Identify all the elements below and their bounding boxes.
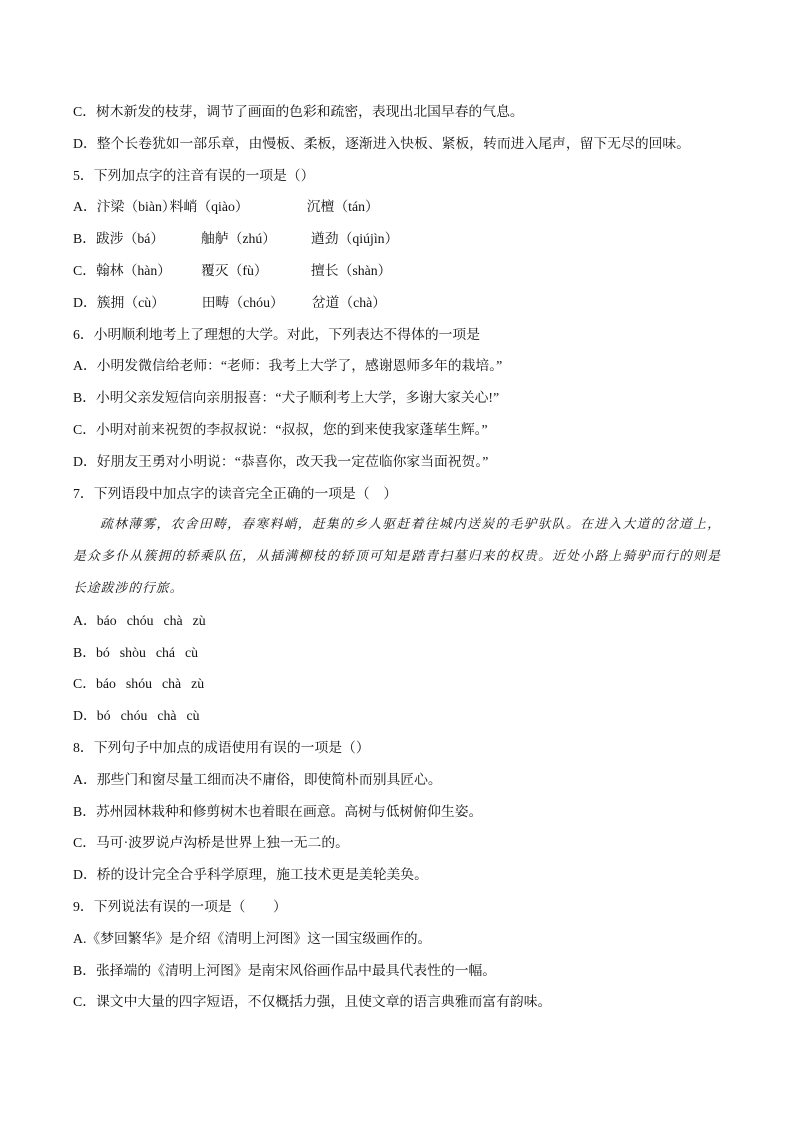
pinyin-reading: chóu (126, 612, 154, 628)
pinyin-reading: báo (96, 612, 117, 628)
q9-option-a: A.《梦回繁华》是介绍《清明上河图》这一国宝级画作的。 (73, 930, 432, 946)
q6-option-d: D．好朋友王勇对小明说：“恭喜你，改天我一定莅临你家当面祝贺。” (73, 453, 489, 469)
option-label: D． (73, 708, 97, 724)
q5-stem: 5．下列加点字的注音有误的一项是（） (73, 167, 315, 183)
q5-option-d (73, 287, 721, 319)
pinyin-reading: shòu (119, 644, 146, 660)
pinyin-reading: chà (163, 612, 183, 628)
q9-option-b: B．张择端的《清明上河图》是南宋风俗画作品中最具代表性的一幅。 (73, 962, 497, 978)
pinyin-reading: cù (186, 708, 200, 724)
option-label: A． (73, 612, 97, 628)
option-label: C． (73, 676, 96, 692)
exam-content (73, 96, 721, 1018)
passage-line: 是众多仆从簇拥的轿乘队伍，从插满柳枝的轿顶可知是踏青扫墓归来的权贵。近处小路上骑驴而行的则是 (73, 549, 721, 564)
option-word: 沉檀（tán） (306, 199, 379, 215)
q8-option-a: A．那些门和窗尽量工细而决不庸俗，即使简朴而别具匠心。 (73, 771, 442, 787)
option-word: 舳舻（zhú） (201, 231, 277, 247)
q7-option-c (73, 668, 721, 700)
option-label: B． (73, 231, 96, 247)
q8-option-d: D．桥的设计完全合乎科学原理，施工技术更是美轮美奂。 (73, 867, 428, 883)
option-word: 料峭（qiào） (169, 199, 249, 215)
q8-option-c: C．马可·波罗说卢沟桥是世界上独一无二的。 (73, 835, 349, 851)
q5-option-c (73, 255, 721, 287)
pinyin-reading: chà (162, 676, 182, 692)
q8-stem: 8．下列句子中加点的成语使用有误的一项是（） (73, 739, 370, 755)
pinyin-reading: chà (157, 708, 177, 724)
passage-line: 疏林薄雾，农舍田畴，春寒料峭，赶集的乡人驱赶着往城内送炭的毛驴驮队。在进入大道的岔道上， (100, 517, 721, 532)
q7-option-b (73, 637, 721, 669)
q7-stem: 7．下列语段中加点字的读音完全正确的一项是（ ） (73, 485, 398, 501)
q9-option-c: C．课文中大量的四字短语，不仅概括力强，且使文章的语言典雅而富有韵味。 (73, 994, 552, 1010)
pinyin-reading: bó (96, 708, 111, 724)
passage-line: 长途跋涉的行旅。 (73, 580, 184, 595)
pinyin-reading: báo (96, 676, 116, 692)
q6-option-a: A．小明发微信给老师：“老师：我考上大学了，感谢恩师多年的栽培。” (73, 358, 503, 374)
option-word: 簇拥（cù） (96, 294, 165, 310)
option-label: D． (73, 294, 97, 310)
q7-option-d (73, 700, 721, 732)
pinyin-reading: shóu (125, 676, 152, 692)
option-label: B． (73, 644, 96, 660)
q6-stem: 6．小明顺利地考上了理想的大学。对此，下列表达不得体的一项是 (73, 326, 481, 342)
q6-option-b: B．小明父亲发短信向亲朋报喜：“犬子顺利考上大学，多谢大家关心!” (73, 390, 500, 406)
q9-stem: 9．下列说法有误的一项是（ ） (73, 898, 287, 914)
pinyin-reading: chá (155, 644, 176, 660)
q8-option-b: B．苏州园林栽种和修剪树木也着眼在画意。高树与低树俯仰生姿。 (73, 803, 483, 819)
q4-option-d: D．整个长卷犹如一部乐章，由慢板、柔板，逐渐进入快板、紧板，转而进入尾声，留下无尽的回味。 (73, 135, 691, 151)
option-word: 岔道（chà） (311, 294, 387, 310)
q6-option-c: C．小明对前来祝贺的李叔叔说：“叔叔，您的到来使我家蓬荜生辉。” (73, 421, 488, 437)
option-word: 翰林（hàn） (96, 262, 172, 278)
option-word: 遒劲（qiújìn） (311, 231, 399, 247)
option-word: 跋涉（bá） (96, 231, 165, 247)
pinyin-reading: zù (192, 612, 206, 628)
q4-option-c: C．树木新发的枝芽，调节了画面的色彩和疏密，表现出北国早春的气息。 (73, 104, 524, 119)
option-label: A． (73, 199, 97, 215)
pinyin-reading: cù (185, 644, 199, 660)
option-word: 覆灭（fù） (201, 262, 268, 278)
q5-option-b (73, 223, 721, 255)
q5-option-a (73, 191, 721, 223)
option-word: 擅长（shàn） (311, 262, 392, 278)
pinyin-reading: chóu (120, 708, 148, 724)
q7-option-a (73, 605, 721, 637)
option-word: 田畴（chóu） (201, 294, 284, 310)
option-word: 汴梁（biàn） (96, 199, 176, 215)
q7-passage (73, 509, 721, 604)
option-label: C． (73, 262, 96, 278)
pinyin-reading: bó (96, 644, 110, 660)
pinyin-reading: zù (191, 676, 205, 692)
